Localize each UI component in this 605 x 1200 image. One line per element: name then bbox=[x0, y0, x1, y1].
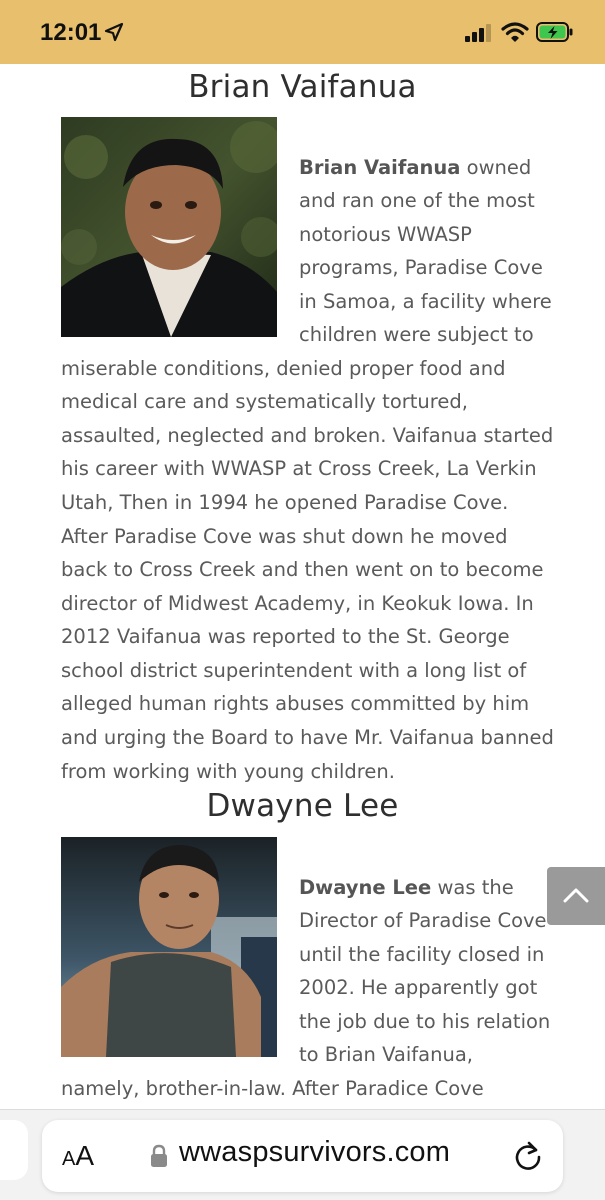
reload-icon[interactable] bbox=[512, 1140, 544, 1172]
profile-text-line: After Paradise Cove was shut down he moved bbox=[61, 525, 508, 548]
address-bar[interactable] bbox=[42, 1120, 563, 1192]
profile-name-bold: Dwayne Lee bbox=[299, 876, 432, 899]
profile-text-line: school district superintendent with a long list of bbox=[61, 659, 527, 682]
profile-text-line: medical care and systematically tortured, bbox=[61, 390, 468, 413]
text-span: was the bbox=[431, 876, 514, 899]
profile-text-line bbox=[299, 876, 514, 900]
profile-text-line: Director of Paradise Cove bbox=[299, 909, 547, 932]
profile-text-line: and urging the Board to have Mr. Vaifanua banned bbox=[61, 726, 554, 749]
profile-photo bbox=[61, 117, 277, 337]
profile-text-line: notorious WWASP bbox=[299, 223, 472, 246]
location-arrow-icon bbox=[104, 22, 124, 42]
status-time: 12:01 bbox=[40, 19, 102, 46]
profile-text-line: from working with young children. bbox=[61, 760, 395, 783]
profile-text-line: Utah, Then in 1994 he opened Paradise Cove. bbox=[61, 491, 509, 514]
url-text: wwaspsurvivors.com bbox=[179, 1136, 451, 1168]
text-span: owned bbox=[460, 156, 532, 179]
profile-text-line: 2012 Vaifanua was reported to the St. George bbox=[61, 625, 510, 648]
reader-big-a: A bbox=[75, 1140, 95, 1171]
profile-text-line bbox=[299, 156, 531, 180]
profile-text-line: back to Cross Creek and then went on to become bbox=[61, 558, 544, 581]
cellular-signal-icon bbox=[465, 24, 493, 42]
browser-bottom-bar bbox=[0, 1109, 605, 1200]
profile-text-line: and ran one of the most bbox=[299, 189, 535, 212]
profile-text-line: the job due to his relation bbox=[299, 1010, 551, 1033]
wifi-icon bbox=[501, 21, 529, 43]
profile-text-line: until the facility closed in bbox=[299, 943, 545, 966]
profile-name-heading: Dwayne Lee bbox=[206, 788, 399, 824]
profile-text-line: miserable conditions, denied proper food and bbox=[61, 357, 506, 380]
profile-text-line: alleged human rights abuses committed by him bbox=[61, 692, 530, 715]
profile-text-line: programs, Paradise Cove bbox=[299, 256, 543, 279]
reader-view-button[interactable] bbox=[62, 1140, 94, 1172]
profile-text-line: to Brian Vaifanua, bbox=[299, 1043, 473, 1066]
profile-text-line: children were subject to bbox=[299, 323, 534, 346]
profile-text-line: in Samoa, a facility where bbox=[299, 290, 552, 313]
profile-text-line: namely, brother-in-law. After Paradice Cove bbox=[61, 1077, 484, 1100]
profile-text-line: director of Midwest Academy, in Keokuk Iowa. In bbox=[61, 592, 534, 615]
battery-charging-icon bbox=[536, 21, 574, 43]
profile-name-bold: Brian Vaifanua bbox=[299, 156, 461, 179]
previous-tab-card[interactable] bbox=[0, 1120, 28, 1180]
chevron-up-icon bbox=[562, 885, 590, 905]
profile-name-heading: Brian Vaifanua bbox=[188, 69, 417, 105]
profile-text-line: assaulted, neglected and broken. Vaifanua started bbox=[61, 424, 554, 447]
profile-text-line: 2002. He apparently got bbox=[299, 976, 538, 999]
profile-photo bbox=[61, 837, 277, 1057]
article-content bbox=[0, 64, 605, 1109]
reader-small-a: A bbox=[62, 1148, 76, 1170]
scroll-to-top-button[interactable] bbox=[547, 867, 605, 925]
profile-text-line: his career with WWASP at Cross Creek, La Verkin bbox=[61, 457, 537, 480]
status-bar bbox=[0, 0, 605, 64]
lock-icon bbox=[150, 1144, 168, 1168]
